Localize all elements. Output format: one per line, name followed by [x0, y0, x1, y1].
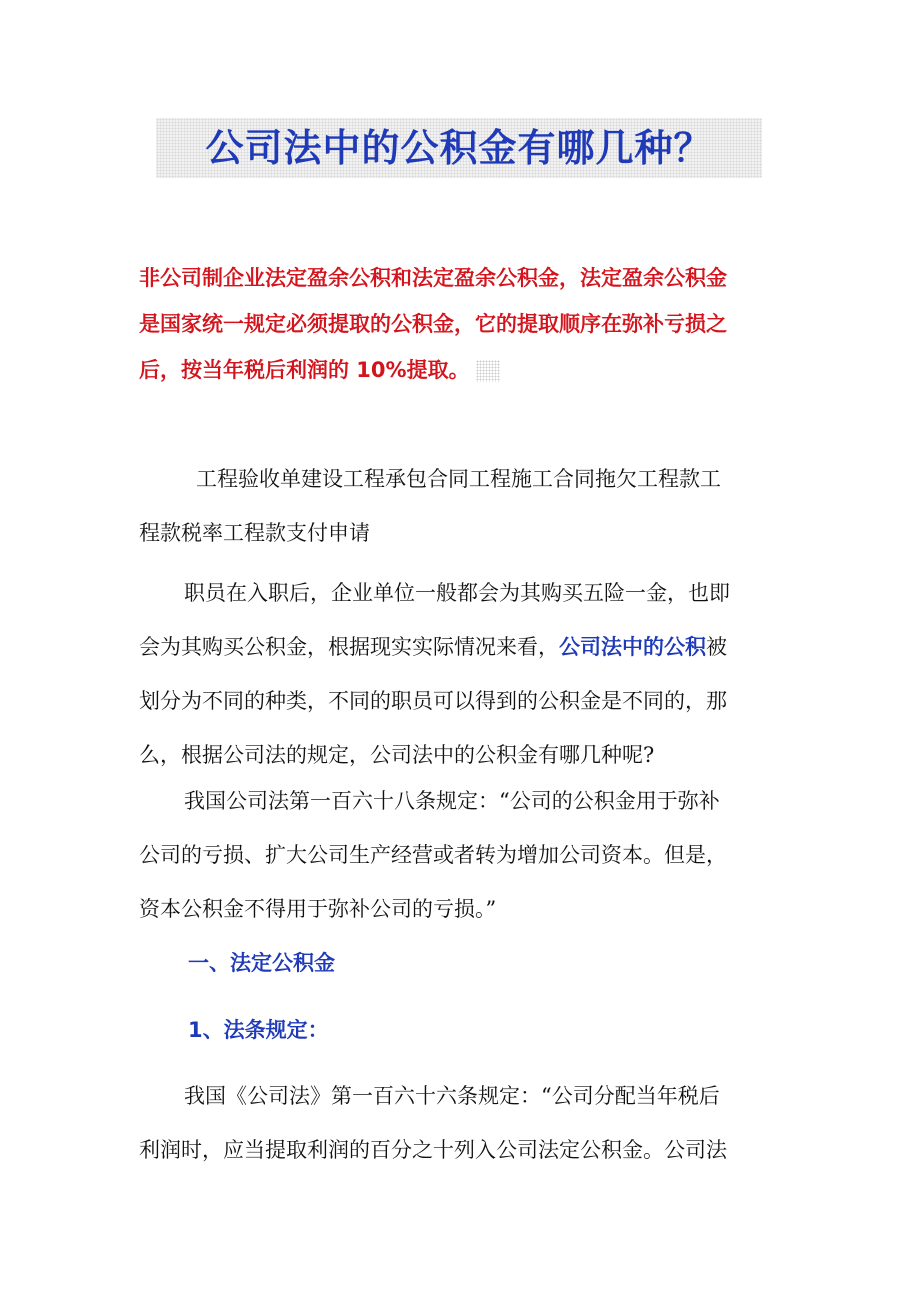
body-paragraph-2: [139, 774, 789, 936]
abstract-line: [139, 347, 789, 393]
paragraph-line: 利润时，应当提取利润的百分之十列入公司法定公积金。公司法: [139, 1138, 727, 1162]
paragraph-line: 公司的亏损、扩大公司生产经营或者转为增加公司资本。但是，: [139, 843, 727, 867]
subsection-heading: 1、法条规定：: [188, 1018, 329, 1042]
paragraph-line: 资本公积金不得用于弥补公司的亏损。”: [139, 897, 497, 921]
tags-line: 工程验收单建设工程承包合同工程施工合同拖欠工程款工: [196, 467, 721, 491]
abstract-line: 是国家统一规定必须提取的公积金，它的提取顺序在弥补亏损之: [139, 312, 727, 336]
dotted-highlight: [476, 360, 500, 382]
abstract: [139, 255, 789, 393]
paragraph-line: 我国公司法第一百六十八条规定：“公司的公积金用于弥补: [184, 789, 720, 813]
paragraph-text: 会为其购买公积金，根据现实实际情况来看，: [139, 635, 559, 659]
paragraph-line: [139, 620, 789, 674]
body-paragraph-1: [139, 566, 789, 782]
page-title: 公司法中的公积金有哪几种？: [205, 126, 713, 170]
body-paragraph-3: [139, 1069, 789, 1177]
keyword-link[interactable]: 公司法中的公积: [559, 635, 706, 659]
paragraph-text: 被: [706, 635, 727, 659]
abstract-line: 非公司制企业法定盈余公积和法定盈余公积金，法定盈余公积金: [139, 266, 727, 290]
paragraph-line: 我国《公司法》第一百六十六条规定：“公司分配当年税后: [184, 1084, 720, 1108]
tags-line: 程款税率工程款支付申请: [139, 521, 370, 545]
abstract-line-text: 后，按当年税后利润的 10%提取。: [139, 358, 470, 382]
paragraph-line: 么，根据公司法的规定，公司法中的公积金有哪几种呢?: [139, 743, 655, 767]
paragraph-line: 划分为不同的种类，不同的职员可以得到的公积金是不同的，那: [139, 689, 727, 713]
section-heading: 一、法定公积金: [188, 951, 335, 975]
paragraph-line: 职员在入职后，企业单位一般都会为其购买五险一金，也即: [184, 581, 730, 605]
tags-paragraph: [139, 452, 789, 560]
title-banner: [156, 118, 762, 178]
